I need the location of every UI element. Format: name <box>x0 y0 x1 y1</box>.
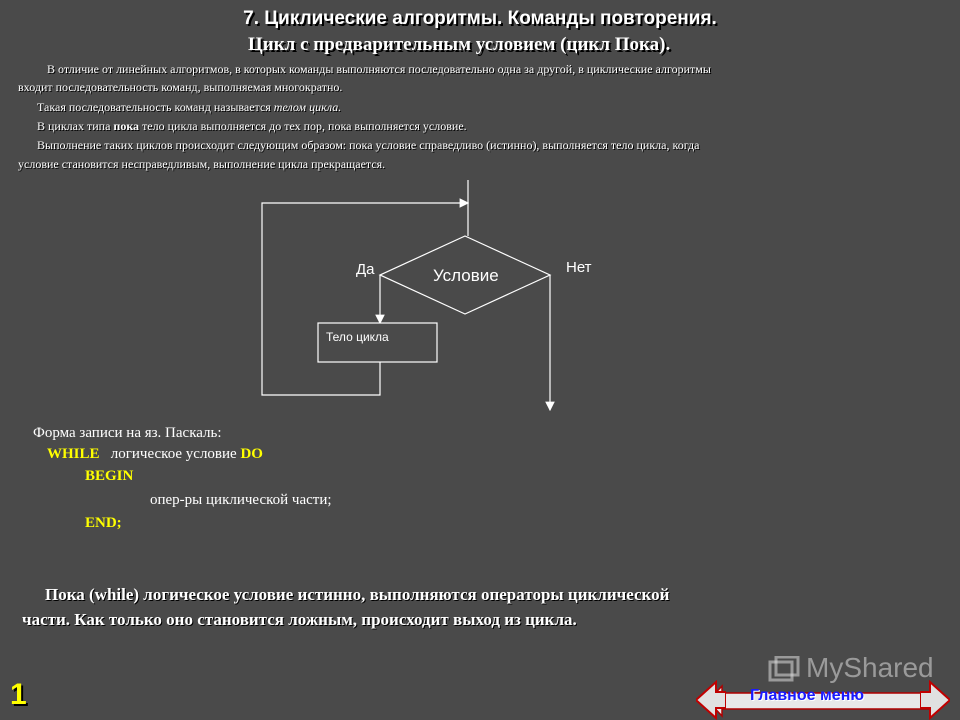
while-keyword: WHILE <box>47 446 100 462</box>
no-label: Нет <box>566 259 592 276</box>
while-term: пока <box>113 119 140 133</box>
main-menu-button[interactable]: Главное меню <box>750 687 865 704</box>
yes-label: Да <box>356 261 375 278</box>
condition-label: Условие <box>433 266 499 285</box>
loop-body-text: Такая последовательность команд называется <box>37 100 274 114</box>
intro-paragraph-line1: В отличие от линейных алгоритмов, в которых команды выполняются последовательно одна за другой, в циклические алгоритмы <box>47 62 711 76</box>
loop-body-label: Тело цикла <box>326 330 389 344</box>
summary-line1: Пока (while) логическое условие истинно, выполняются операторы циклической <box>45 585 670 604</box>
slide-title: 7. Циклические алгоритмы. Команды повторения. <box>243 8 717 29</box>
execution-paragraph-line1: Выполнение таких циклов происходит следующим образом: пока условие справедливо (истинно), выполняется тело цикла, когда <box>37 138 700 152</box>
pascal-body-line: опер-ры циклической части; <box>150 492 332 508</box>
intro-paragraph-line2: входит последовательность команд, выполняемая многократно. <box>18 80 343 94</box>
while-pre: В циклах типа <box>37 119 114 133</box>
next-arrow-icon[interactable] <box>920 680 950 720</box>
summary-line2: части. Как только оно становится ложным, происходит выход из цикла. <box>22 610 577 629</box>
loop-body-term: телом цикла. <box>273 100 342 114</box>
end-keyword: END; <box>85 515 122 531</box>
while-post: тело цикла выполняется до тех пор, пока выполняется условие. <box>139 119 467 133</box>
slide-subtitle: Цикл с предварительным условием (цикл Пока). <box>248 34 671 55</box>
do-keyword: DO <box>240 446 263 462</box>
prev-arrow-icon[interactable] <box>696 680 726 720</box>
pascal-header: Форма записи на яз. Паскаль: <box>33 425 222 441</box>
watermark-icon <box>768 656 800 684</box>
watermark-text: MyShared <box>806 652 934 683</box>
begin-keyword: BEGIN <box>85 468 134 484</box>
execution-paragraph-line2: условие становится несправедливым, выполнение цикла прекращается. <box>18 157 386 171</box>
while-condition: логическое условие <box>110 446 237 462</box>
pascal-while-line <box>47 446 263 463</box>
page-number: 1 <box>10 678 27 711</box>
